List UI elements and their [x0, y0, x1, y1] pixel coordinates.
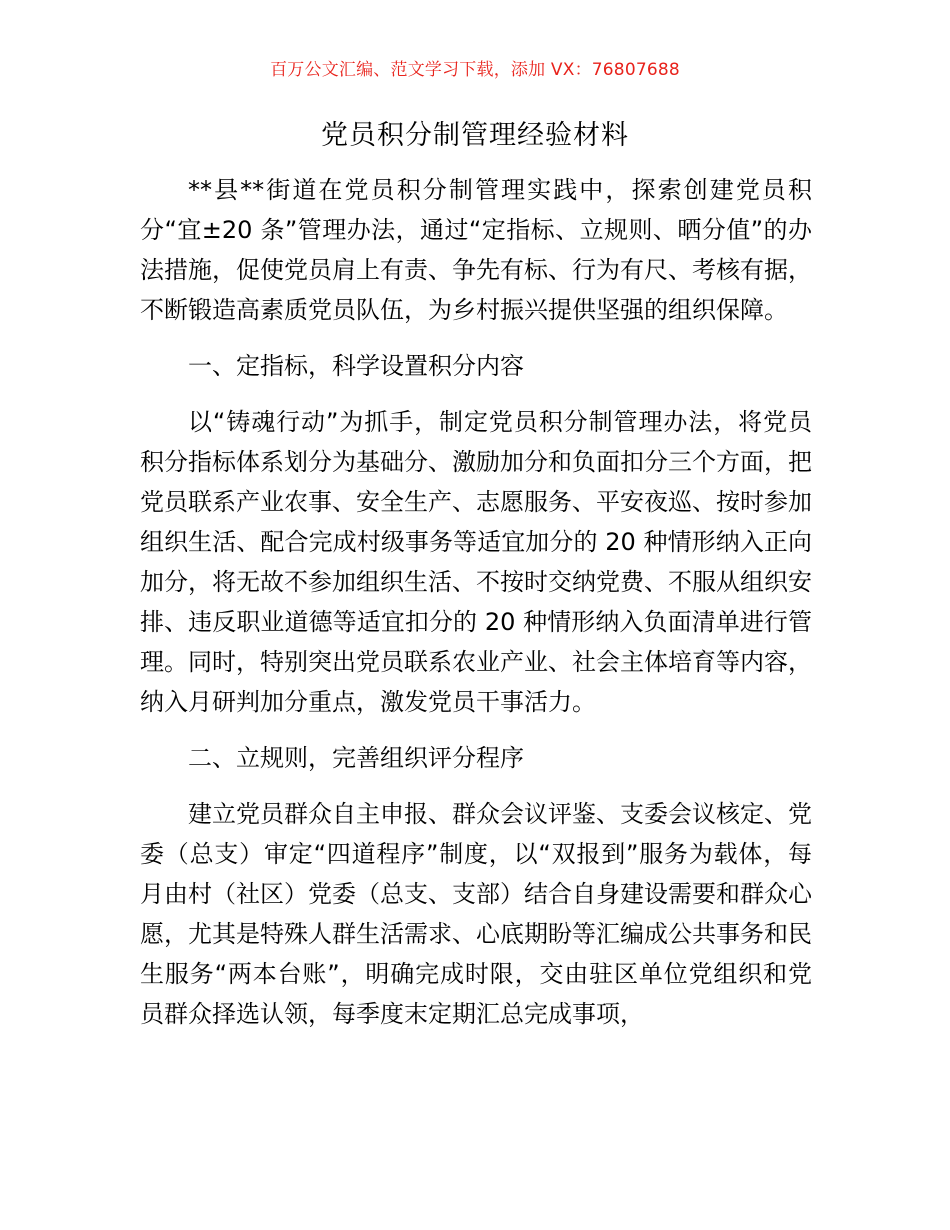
section-heading: 一、定指标，科学设置积分内容: [188, 352, 524, 380]
paragraph-gap: [140, 330, 812, 346]
paragraph-gap: [140, 722, 812, 738]
section-paragraph: 以“铸魂行动”为抓手，制定党员积分制管理办法，将党员积分指标体系划分为基础分、激励加分和负面扣分三个方面，把党员联系产业农事、安全生产、志愿服务、平安夜巡、按时参加组织生活、配合完成村级事务等适宜加分的 20 种情形纳入正向加分，将无故不参加组织生活、不按时交纳党费、不服从组织安排、违反职业道德等适宜扣分的 20 种情形纳入负面清单进行管理。同时，特别突出党员联系农业产业、社会主体培育等内容，纳入月研判加分重点，激发党员干事活力。: [140, 408, 812, 716]
paragraph-gap: [140, 386, 812, 402]
intro-paragraph: **县**街道在党员积分制管理实践中，探索创建党员积分“宜±20 条”管理办法，通过“定指标、立规则、晒分值”的办法措施，促使党员肩上有责、争先有标、行为有尺、考核有据，不断锻造高素质党员队伍，为乡村振兴提供坚强的组织保障。: [140, 176, 812, 324]
paragraph-gap: [140, 778, 812, 794]
document-title: 党员积分制管理经验材料: [321, 120, 629, 151]
header-watermark: 百万公文汇编、范文学习下载，添加 VX：76807688: [270, 60, 680, 80]
document-body: [140, 170, 812, 1034]
section-heading: 二、立规则，完善组织评分程序: [188, 744, 524, 772]
section-paragraph: 建立党员群众自主申报、群众会议评鉴、支委会议核定、党委（总支）审定“四道程序”制度，以“双报到”服务为载体，每月由村（社区）党委（总支、支部）结合自身建设需要和群众心愿，尤其是特殊人群生活需求、心底期盼等汇编成公共事务和民生服务“两本台账”，明确完成时限，交由驻区单位党组织和党员群众择选认领，每季度末定期汇总完成事项，: [140, 800, 812, 1028]
